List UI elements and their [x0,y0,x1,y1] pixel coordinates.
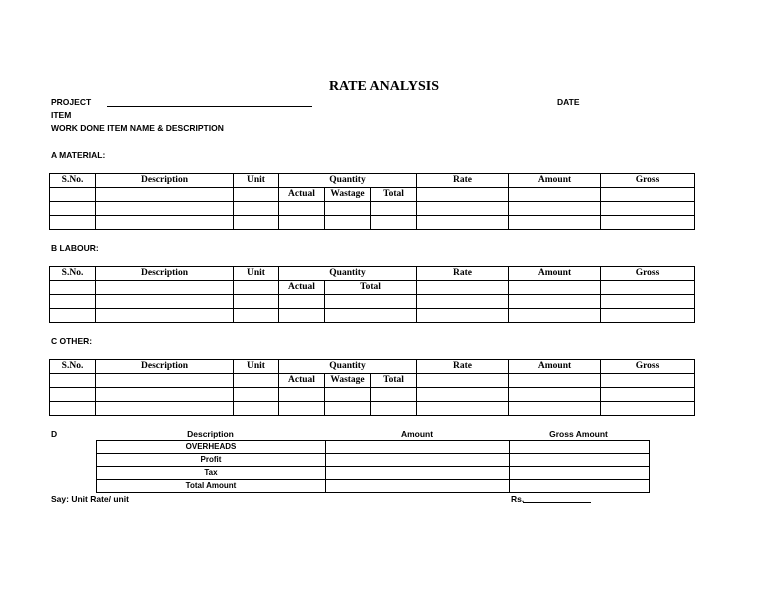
table-cell[interactable] [509,188,601,202]
wastage-header: Wastage [325,374,371,388]
section-a-label: A MATERIAL: [51,150,106,160]
section-b-label: B LABOUR: [51,243,99,253]
item-label: ITEM [51,110,72,120]
amount-header: Amount [509,174,601,188]
table-cell[interactable] [509,388,601,402]
material-table [49,173,695,230]
table-cell[interactable] [601,202,695,216]
say-unit-rate-label: Say: Unit Rate/ unit [51,494,129,504]
table-cell[interactable] [601,188,695,202]
sno-header: S.No. [50,360,96,374]
table-cell[interactable] [509,281,601,295]
table-cell[interactable] [601,388,695,402]
table-row [97,480,650,493]
table-cell[interactable] [279,202,325,216]
profit-amount[interactable] [326,454,510,467]
table-cell[interactable] [50,374,96,388]
section-c-label: C OTHER: [51,336,93,346]
table-cell[interactable] [279,388,325,402]
table-cell[interactable] [601,281,695,295]
table-row [97,454,650,467]
table-cell[interactable] [417,309,509,323]
table-cell[interactable] [96,281,234,295]
tax-gross[interactable] [510,467,650,480]
table-row [97,441,650,454]
summary-amount-header: Amount [400,429,434,439]
unit-header: Unit [234,174,279,188]
total-header: Total [371,188,417,202]
total-amount-value[interactable] [326,480,510,493]
date-label: DATE [557,97,580,107]
table-cell[interactable] [601,374,695,388]
table-cell[interactable] [96,374,234,388]
table-cell[interactable] [234,388,279,402]
table-cell[interactable] [325,309,417,323]
table-header-row [50,174,695,188]
table-cell[interactable] [279,309,325,323]
table-cell[interactable] [234,295,279,309]
summary-description-header: Description [187,429,234,439]
profit-label: Profit [97,454,326,467]
table-cell[interactable] [279,402,325,416]
overheads-label: OVERHEADS [97,441,326,454]
table-subheader-row [50,281,695,295]
table-cell[interactable] [96,202,234,216]
table-cell[interactable] [601,402,695,416]
tax-label: Tax [97,467,326,480]
table-cell[interactable] [601,295,695,309]
table-cell[interactable] [417,281,509,295]
unit-header: Unit [234,267,279,281]
table-cell[interactable] [50,295,96,309]
table-cell[interactable] [371,402,417,416]
table-row [50,402,695,416]
table-cell[interactable] [509,374,601,388]
rate-header: Rate [417,174,509,188]
table-cell[interactable] [325,388,371,402]
table-subheader-row [50,188,695,202]
sno-header: S.No. [50,267,96,281]
table-cell[interactable] [417,402,509,416]
other-table [49,359,695,416]
profit-gross[interactable] [510,454,650,467]
table-cell[interactable] [96,309,234,323]
table-header-row [50,360,695,374]
gross-header: Gross [601,267,695,281]
table-cell[interactable] [509,402,601,416]
table-cell[interactable] [234,309,279,323]
description-header: Description [96,174,234,188]
amount-header: Amount [509,267,601,281]
table-row [50,216,695,230]
table-cell[interactable] [417,188,509,202]
rs-label: Rs. [511,494,525,504]
table-cell[interactable] [509,216,601,230]
rate-header: Rate [417,267,509,281]
table-cell[interactable] [417,388,509,402]
table-cell[interactable] [96,295,234,309]
table-cell[interactable] [50,188,96,202]
table-cell[interactable] [371,388,417,402]
table-cell[interactable] [325,295,417,309]
table-cell[interactable] [417,202,509,216]
table-cell[interactable] [509,309,601,323]
table-cell[interactable] [96,388,234,402]
table-cell[interactable] [234,202,279,216]
table-cell[interactable] [325,402,371,416]
labour-table [49,266,695,323]
amount-header: Amount [509,360,601,374]
overheads-gross[interactable] [510,441,650,454]
rs-amount-field[interactable] [523,494,591,503]
table-cell[interactable] [417,216,509,230]
table-row [50,309,695,323]
table-cell[interactable] [234,402,279,416]
gross-header: Gross [601,360,695,374]
table-cell[interactable] [234,281,279,295]
table-row [50,388,695,402]
table-cell[interactable] [50,202,96,216]
page-title: RATE ANALYSIS [328,79,440,94]
unit-header: Unit [234,360,279,374]
project-field[interactable] [107,98,312,107]
table-row [50,295,695,309]
table-cell[interactable] [50,281,96,295]
table-cell[interactable] [325,216,371,230]
table-cell[interactable] [601,216,695,230]
sno-header: S.No. [50,174,96,188]
table-cell[interactable] [234,216,279,230]
summary-table [96,440,650,493]
overheads-amount[interactable] [326,441,510,454]
table-cell[interactable] [50,388,96,402]
table-cell[interactable] [509,202,601,216]
table-cell[interactable] [50,402,96,416]
quantity-header: Quantity [279,267,417,281]
actual-header: Actual [279,281,325,295]
table-header-row [50,267,695,281]
table-cell[interactable] [417,295,509,309]
table-cell[interactable] [96,216,234,230]
table-cell[interactable] [50,309,96,323]
summary-gross-amount-header: Gross Amount [549,429,608,439]
project-label: PROJECT [51,97,92,107]
table-cell[interactable] [325,202,371,216]
gross-header: Gross [601,174,695,188]
table-cell[interactable] [417,374,509,388]
wastage-header: Wastage [325,188,371,202]
tax-amount[interactable] [326,467,510,480]
description-header: Description [96,267,234,281]
table-row [97,467,650,480]
table-cell[interactable] [371,216,417,230]
total-header: Total [325,281,417,295]
table-cell[interactable] [279,216,325,230]
total-amount-gross[interactable] [510,480,650,493]
table-cell[interactable] [279,295,325,309]
work-done-label: WORK DONE ITEM NAME & DESCRIPTION [51,123,224,133]
table-cell[interactable] [509,295,601,309]
actual-header: Actual [279,374,325,388]
table-subheader-row [50,374,695,388]
table-cell[interactable] [96,402,234,416]
quantity-header: Quantity [279,174,417,188]
table-cell[interactable] [601,309,695,323]
table-cell[interactable] [50,216,96,230]
table-cell[interactable] [96,188,234,202]
table-cell[interactable] [234,188,279,202]
section-d-label: D [51,429,58,439]
table-row [50,202,695,216]
quantity-header: Quantity [279,360,417,374]
rate-header: Rate [417,360,509,374]
actual-header: Actual [279,188,325,202]
total-header: Total [371,374,417,388]
table-cell[interactable] [371,202,417,216]
description-header: Description [96,360,234,374]
total-amount-label: Total Amount [97,480,326,493]
table-cell[interactable] [234,374,279,388]
